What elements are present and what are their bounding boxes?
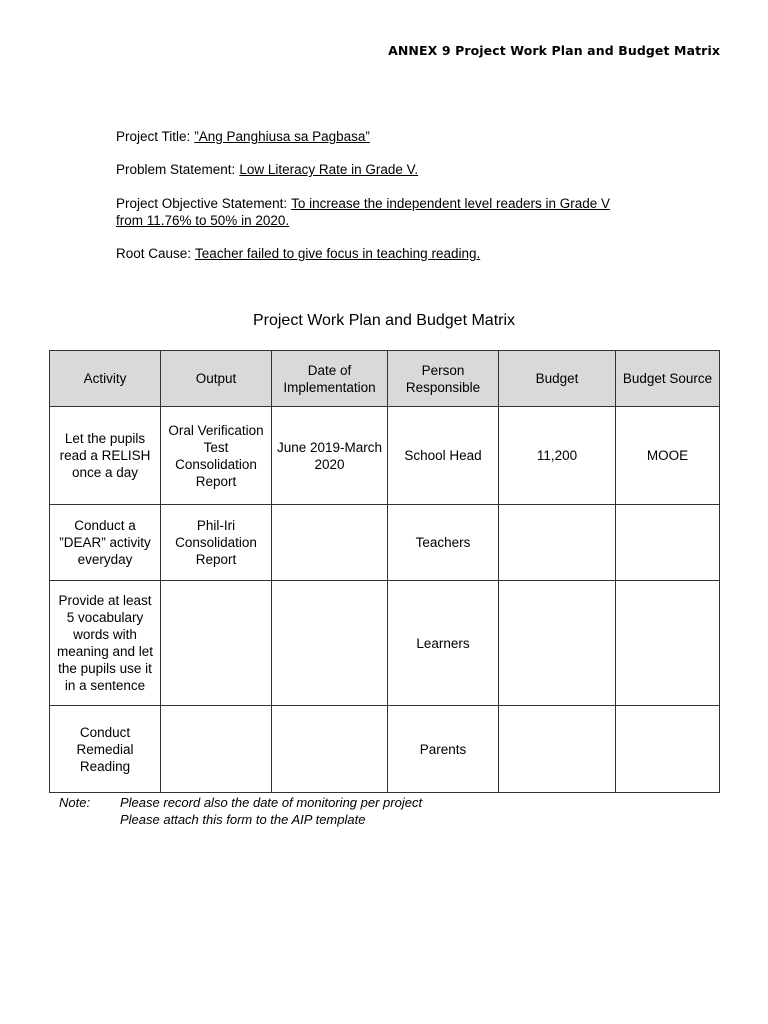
cell-activity: Conduct a ”DEAR” activity everyday [50, 505, 161, 581]
cell-date [272, 505, 388, 581]
problem-statement-label: Problem Statement: [116, 162, 236, 177]
header-budget: Budget [499, 351, 616, 407]
cell-person: School Head [388, 407, 499, 505]
objective-statement-value: To increase the independent level readers in Grade V from 11.76% to 50% in 2020. [116, 196, 611, 228]
problem-statement-line [116, 161, 636, 178]
objective-statement-line [116, 195, 636, 229]
project-title-line [116, 128, 636, 145]
problem-statement-value: Low Literacy Rate in Grade V. [239, 162, 419, 177]
cell-output: Oral Verification Test Consolidation Report [161, 407, 272, 505]
cell-budget [499, 505, 616, 581]
header-budget-source: Budget Source [616, 351, 720, 407]
header-output: Output [161, 351, 272, 407]
root-cause-label: Root Cause: [116, 246, 192, 261]
header-activity: Activity [50, 351, 161, 407]
objective-statement-label: Project Objective Statement: [116, 196, 288, 211]
cell-person: Learners [388, 581, 499, 706]
header-person-responsible: Person Responsible [388, 351, 499, 407]
cell-date [272, 706, 388, 793]
note-block [59, 794, 422, 828]
cell-activity: Provide at least 5 vocabulary words with meaning and let the pupils use it in a sentence [50, 581, 161, 706]
cell-budget-source [616, 706, 720, 793]
cell-output: Phil-Iri Consolidation Report [161, 505, 272, 581]
cell-budget-source [616, 581, 720, 706]
project-title-label: Project Title: [116, 129, 191, 144]
root-cause-value: Teacher failed to give focus in teaching reading. [195, 246, 481, 261]
cell-activity: Let the pupils read a RELISH once a day [50, 407, 161, 505]
header-date-of-implementation: Date of Implementation [272, 351, 388, 407]
cell-activity: Conduct Remedial Reading [50, 706, 161, 793]
cell-person: Parents [388, 706, 499, 793]
work-plan-table [49, 350, 720, 793]
annex-header: ANNEX 9 Project Work Plan and Budget Matrix [388, 43, 720, 58]
note-text-1: Please record also the date of monitoring per project [120, 795, 423, 810]
project-title-value: ”Ang Panghiusa sa Pagbasa” [194, 129, 370, 144]
root-cause-line [116, 245, 636, 262]
table-row [50, 581, 720, 706]
cell-budget-source [616, 505, 720, 581]
cell-date: June 2019-March 2020 [272, 407, 388, 505]
cell-budget [499, 706, 616, 793]
cell-budget [499, 581, 616, 706]
cell-output [161, 706, 272, 793]
cell-budget-source: MOOE [616, 407, 720, 505]
cell-output [161, 581, 272, 706]
note-line-1 [59, 794, 422, 811]
note-text-2: Please attach this form to the AIP template [120, 812, 366, 827]
table-header-row [50, 351, 720, 407]
cell-date [272, 581, 388, 706]
cell-budget: 11,200 [499, 407, 616, 505]
table-row [50, 505, 720, 581]
cell-person: Teachers [388, 505, 499, 581]
table-row [50, 706, 720, 793]
note-label: Note: [59, 795, 91, 810]
table-row [50, 407, 720, 505]
matrix-title: Project Work Plan and Budget Matrix [252, 312, 516, 329]
